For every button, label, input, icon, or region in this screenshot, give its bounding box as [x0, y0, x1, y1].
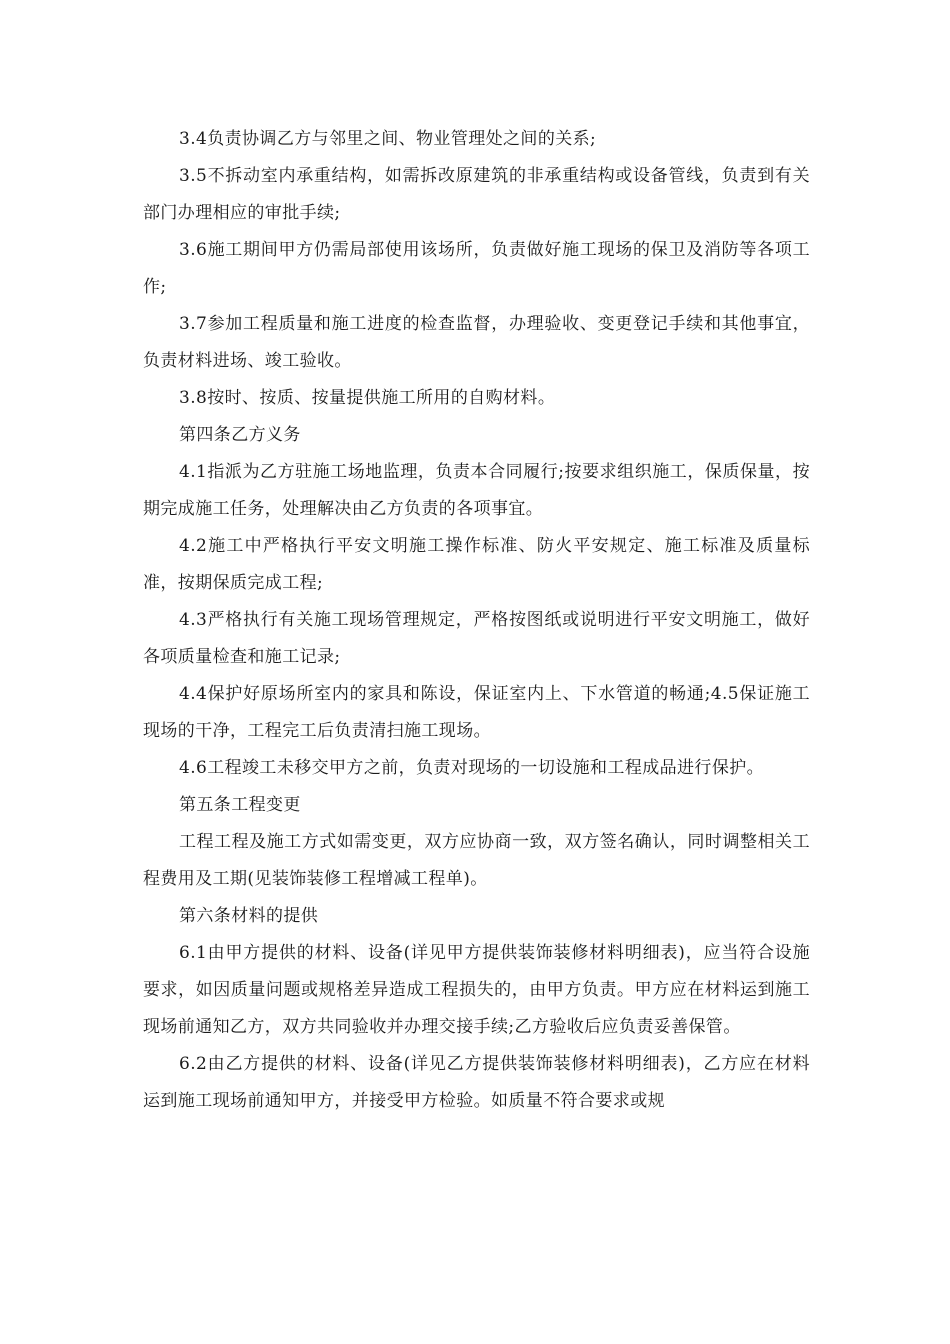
clause-6-1: 6.1由甲方提供的材料、设备(详见甲方提供装饰装修材料明细表)，应当符合设施要求，如因质量问题或规格差异造成工程损失的，由甲方负责。甲方应在材料运到施工现场前通知乙方，双方共同验收并办理交接手续;乙方验收后应负责妥善保管。 [143, 943, 810, 1037]
clause-4-4: 4.4保护好原场所室内的家具和陈设，保证室内上、下水管道的畅通;4.5保证施工现场的干净，工程完工后负责清扫施工现场。 [143, 684, 810, 741]
section-heading-6: 第六条材料的提供 [179, 906, 319, 926]
clause-4-6: 4.6工程竣工未移交甲方之前，负责对现场的一切设施和工程成品进行保护。 [179, 758, 765, 778]
clause-5-body: 工程工程及施工方式如需变更，双方应协商一致，双方签名确认，同时调整相关工程费用及工期(见装饰装修工程增减工程单)。 [143, 832, 810, 889]
clause-3-7: 3.7参加工程质量和施工进度的检查监督，办理验收、变更登记手续和其他事宜，负责材料进场、竣工验收。 [143, 314, 810, 371]
clause-3-5: 3.5不拆动室内承重结构，如需拆改原建筑的非承重结构或设备管线，负责到有关部门办理相应的审批手续; [143, 166, 810, 223]
clause-3-6: 3.6施工期间甲方仍需局部使用该场所，负责做好施工现场的保卫及消防等各项工作; [143, 240, 810, 297]
document-body [143, 121, 810, 1120]
section-heading-4: 第四条乙方义务 [179, 425, 301, 445]
clause-4-1: 4.1指派为乙方驻施工场地监理，负责本合同履行;按要求组织施工，保质保量，按期完成施工任务，处理解决由乙方负责的各项事宜。 [143, 462, 810, 519]
clause-4-3: 4.3严格执行有关施工现场管理规定，严格按图纸或说明进行平安文明施工，做好各项质量检查和施工记录; [143, 610, 810, 667]
section-heading-5: 第五条工程变更 [179, 795, 301, 815]
clause-3-4: 3.4负责协调乙方与邻里之间、物业管理处之间的关系; [179, 129, 597, 149]
clause-3-8: 3.8按时、按质、按量提供施工所用的自购材料。 [179, 388, 556, 408]
clause-6-2: 6.2由乙方提供的材料、设备(详见乙方提供装饰装修材料明细表)，乙方应在材料运到施工现场前通知甲方，并接受甲方检验。如质量不符合要求或规 [143, 1054, 810, 1111]
clause-4-2: 4.2施工中严格执行平安文明施工操作标准、防火平安规定、施工标准及质量标准，按期保质完成工程; [143, 536, 810, 593]
